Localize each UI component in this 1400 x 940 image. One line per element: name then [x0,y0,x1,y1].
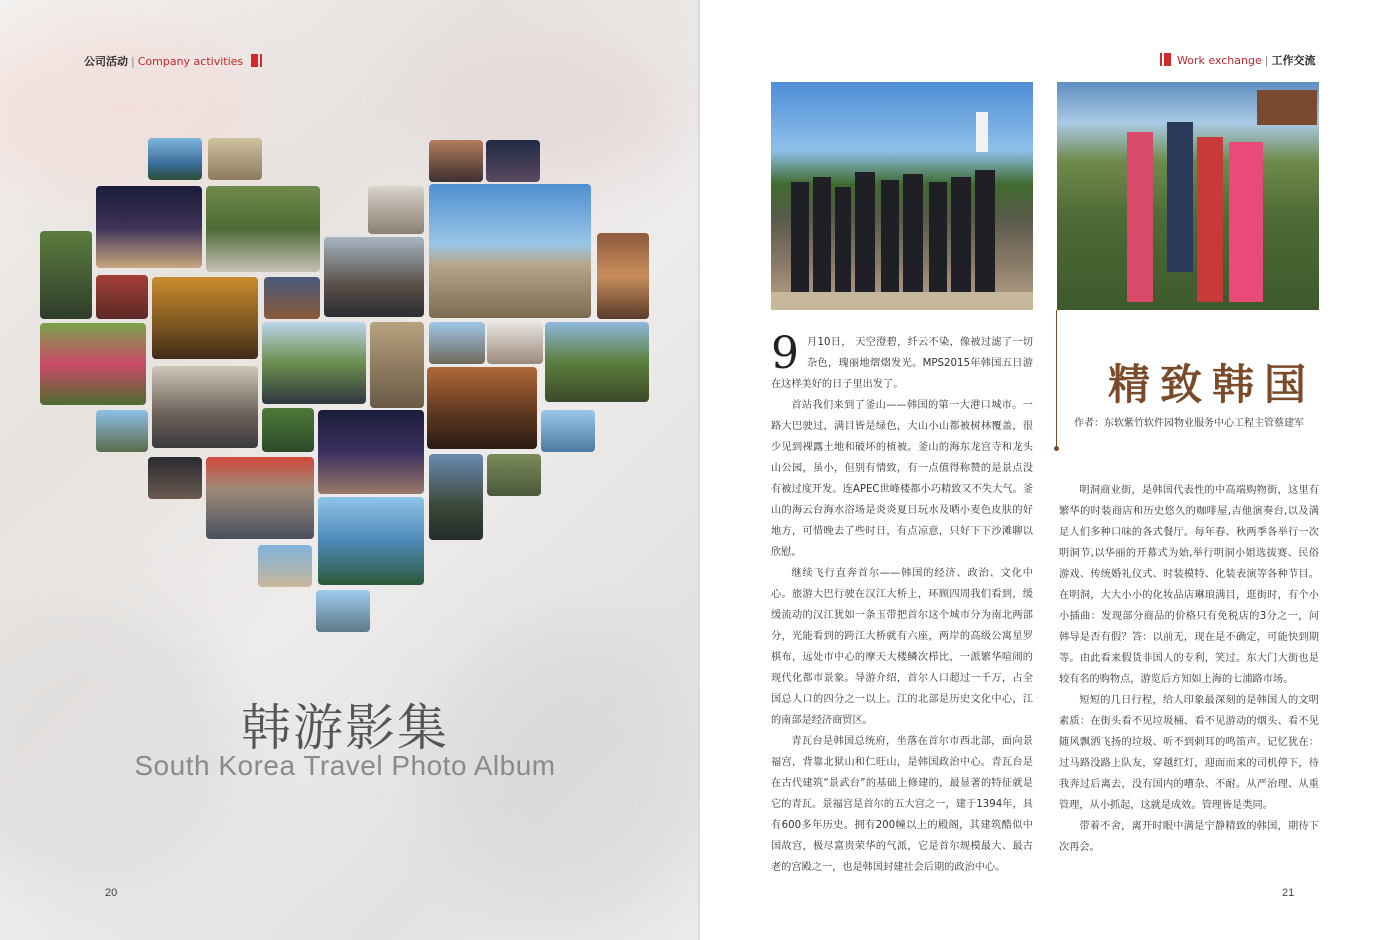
collage-photo [429,140,483,182]
collage-photo [429,454,483,540]
paragraph: 青瓦台是韩国总统府，坐落在首尔市西北部，面向景福宫，背靠北狱山和仁旺山，是韩国政治中心。青瓦台是在古代建筑“景武台”的基础上修建的，最显著的特征就是它的青瓦。景福宫是首尔的五大宫之一，建于1394年，具有600多年历史。拥有200幢以上的殿阁，其建筑酷似中国故宫，极尽富贵荣华的气派，它是首尔规模最大、最古老的宫殿之一，也是韩国封建社会后期的政治中心。 [771,736,1033,873]
section-en-right: Work exchange [1177,54,1262,67]
paragraph: 带着不舍，离开时眼中满是宁静精致的韩国，期待下次再会。 [1059,821,1319,853]
collage-photo [429,322,485,364]
collage-photo [148,138,202,180]
collage-photo [40,323,146,405]
collage-photo [429,184,591,318]
group-photo-hanbok [1057,82,1319,310]
section-en: Company activities [137,55,244,68]
section-label-left: 公司活动 | Company activities [84,53,262,69]
collage-photo [40,231,92,319]
article-column-2 [1059,480,1319,858]
collage-photo [368,186,424,234]
author-line: 作者：东软紫竹软件园物业服务中心工程主管蔡建军 [1074,418,1304,429]
collage-photo [96,186,202,268]
collage-photo [316,590,370,632]
collage-photo [96,410,148,452]
paragraph: 明洞商业街，是韩国代表性的中高端购物街，这里有繁华的时装商店和历史悠久的咖啡屋,吉他演奏台,以及满足人们多种口味的各式餐厅。每年春、秋两季各举行一次明洞节,以华丽的开幕式为始,举行明洞小姐选拔赛、民俗游戏、传统婚礼仪式、时装模特、化装表演等各种节目。在明洞，大大小小的化妆品店琳琅满目，逛街时，有个小小插曲：发现部分商品的价格只有免税店的3分之一，问韩导是否有假？答：以前无，现在是不确定，可能快到期等。由此看来假货非国人的专利，笑过。东大门大街也是较有名的购物点，游览后方知如上海的七浦路市场。 [1059,485,1319,685]
collage-photo [487,454,541,496]
article-column-1 [771,328,1033,878]
collage-photo [318,410,424,494]
paragraph: 月10日， 天空澄碧，纤云不染，像被过滤了一切杂色，瑰丽地熠熠发光。MPS2015年韩国五日游在这样美好的日子里出发了。 [771,337,1033,390]
collage-photo [264,277,320,319]
collage-photo [318,497,424,585]
group-photo-coast [771,82,1033,310]
paragraph: 短短的几日行程，给人印象最深刻的是韩国人的文明素质：在街头看不见垃圾桶、看不见游动的烟头、看不见随风飘洒飞扬的垃圾、听不到刺耳的鸣笛声。记忆犹在：过马路没路上队友，穿越红灯，迎面而来的司机停下，待我奔过后离去，没有国内的嘈杂、不耐。从严治理、从重管理，从小抓起，这就是成效。管理皆是类同。 [1059,695,1319,811]
section-label-right: Work exchange | 工作交流 [1160,52,1315,68]
page-number-left: 20 [105,887,118,899]
collage-photo [206,457,314,539]
collage-photo [152,366,258,448]
collage-photo [370,322,424,408]
collage-photo [324,237,424,317]
collage-photo [262,322,366,404]
collage-photo [427,367,537,449]
paragraph: 继续飞行直奔首尔——韩国的经济、政治、文化中心。旅游大巴行驶在汉江大桥上，环顾四周我们看到，缓缓流动的汉江犹如一条玉带把首尔这个城市分为南北两部分，光能看到的跨江大桥就有六座，两岸的高级公寓星罗棋布，远处市中心的摩天大楼鳞次栉比，一派繁华喧闹的现代化都市景象。导游介绍，首尔人口超过一千万，占全国总人口的四分之一以上。江的北部是历史文化中心，江的南部是经济商贸区。 [771,568,1033,726]
album-title: 韩游影集 [241,699,449,757]
collage-photo [487,322,543,364]
section-cn-right: 工作交流 [1271,54,1316,67]
collage-photo [96,275,148,319]
article-title: 精致韩国 [1108,360,1317,409]
drop-cap: 9 [771,328,799,379]
collage-photo [262,408,314,452]
collage-photo [545,322,649,402]
collage-photo [148,457,202,499]
collage-photo [597,233,649,319]
page-number-right: 21 [1282,887,1295,899]
title-rule-dot [1054,446,1059,451]
collage-photo [206,186,320,272]
collage-photo [541,410,595,452]
title-rule [1056,310,1057,448]
collage-photo [208,138,262,180]
album-subtitle: South Korea Travel Photo Album [134,750,556,781]
collage-photo [258,545,312,587]
paragraph: 首站我们来到了釜山——韩国的第一大港口城市。一路大巴驶过，满目皆是绿色，大山小山都被树林覆盖，很少见到裸露土地和破坏的植被。釜山的海东龙宫寺和龙头山公园，虽小，但别有情致，有一点值得称赞的是景点没有被过度开发。连APEC世峰楼都小巧精致又不失大气。釜山的海云台海水浴场是炎炎夏日玩水及晒小麦色皮肤的好地方，可惜晚去了些时日，有点凉意，只好下下沙滩聊以欣慰。 [771,400,1033,558]
collage-photo [152,277,258,359]
collage-photo [486,140,540,182]
section-cn: 公司活动 [84,55,128,68]
